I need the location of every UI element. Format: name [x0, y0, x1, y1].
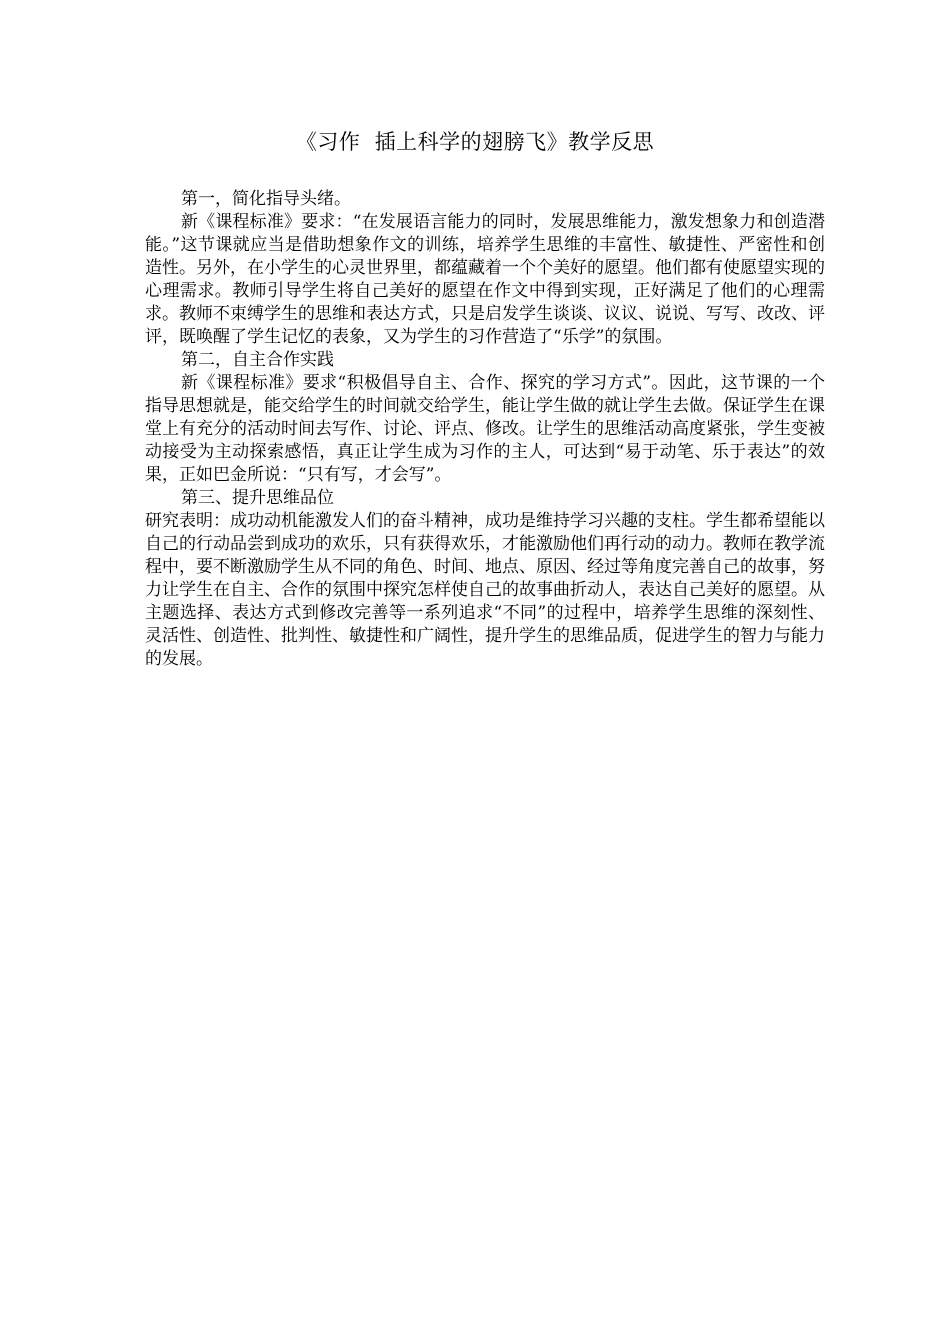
document-body: [145, 188, 825, 671]
paragraph-3: 研究表明：成功动机能激发人们的奋斗精神，成功是维持学习兴趣的支柱。学生都希望能以自己的行动品尝到成功的欢乐，只有获得欢乐，才能激励他们再行动的动力。教师在教学流程中，要不断激励学生从不同的角色、时间、地点、原因、经过等角度完善自己的故事，努力让学生在自主、合作的氛围中探究怎样使自己的故事曲折动人，表达自己美好的愿望。从主题选择、表达方式到修改完善等一系列追求“不同”的过程中，培养学生思维的深刻性、灵活性、创造性、批判性、敏捷性和广阔性，提升学生的思维品质，促进学生的智力与能力的发展。: [145, 511, 825, 669]
section-heading-2: 第二，自主合作实践: [181, 350, 334, 370]
paragraph-1: 新《课程标准》要求：“在发展语言能力的同时，发展思维能力，激发想象力和创造潜能。”这节课就应当是借助想象作文的训练，培养学生思维的丰富性、敏捷性、严密性和创造性。另外，在小学生的心灵世界里，都蕴藏着一个个美好的愿望。他们都有使愿望实现的心理需求。教师引导学生将自己美好的愿望在作文中得到实现，正好满足了他们的心理需求。教师不束缚学生的思维和表达方式，只是启发学生谈谈、议议、说说、写写、改改、评评，既唤醒了学生记忆的表象，又为学生的习作营造了“乐学”的氛围。: [145, 212, 825, 347]
paragraph-2: 新《课程标准》要求“积极倡导自主、合作、探究的学习方式”。因此，这节课的一个指导思想就是，能交给学生的时间就交给学生，能让学生做的就让学生去做。保证学生在课堂上有充分的活动时间去写作、讨论、评点、修改。让学生的思维活动高度紧张，学生变被动接受为主动探索感悟，真正让学生成为习作的主人，可达到“易于动笔、乐于表达”的效果，正如巴金所说：“只有写，才会写”。: [145, 373, 825, 485]
section-heading-3: 第三、提升思维品位: [181, 488, 334, 508]
section-heading-1: 第一，简化指导头绪。: [181, 189, 351, 209]
document-title: 《习作 插上科学的翅膀飞》教学反思: [295, 130, 655, 154]
